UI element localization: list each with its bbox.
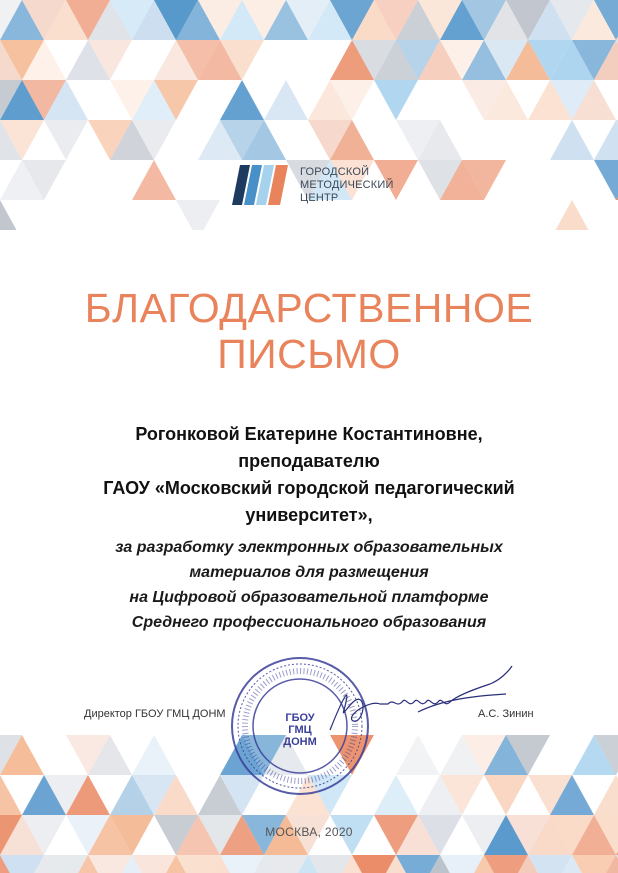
reason-block: [20, 535, 598, 635]
pattern-triangle: [594, 160, 618, 200]
pattern-triangle: [176, 200, 220, 230]
reason-line-2: материалов для размещения: [189, 564, 429, 581]
letter-title: [0, 285, 618, 377]
logo-line-2: МЕТОДИЧЕСКИЙ: [300, 179, 394, 191]
pattern-triangle: [0, 200, 22, 230]
city-year: МОСКВА, 2020: [265, 825, 353, 839]
logo-line-3: ЦЕНТР: [300, 192, 339, 204]
reason-line-1: за разработку электронных образовательных: [115, 539, 503, 556]
handwritten-signature: [322, 660, 522, 740]
recipient-position: преподавателю: [238, 451, 380, 471]
pattern-triangle: [220, 80, 264, 120]
title-line-2: ПИСЬМО: [217, 331, 401, 377]
pattern-triangle: [374, 80, 418, 120]
stamp-line-1: ГБОУ: [285, 712, 315, 724]
pattern-triangle: [0, 775, 22, 815]
stamp-line-2: ГМЦ: [288, 724, 312, 736]
pattern-triangle: [594, 775, 618, 815]
gmc-logo-icon: [232, 165, 288, 205]
pattern-triangle: [132, 735, 176, 775]
recipient-organization-end: университет»,: [245, 505, 373, 525]
signer-name: А.С. Зинин: [478, 708, 534, 720]
logo-text: [300, 166, 394, 205]
reason-line-3: на Цифровой образовательной платформе: [129, 589, 489, 606]
stamp-line-3: ДОНМ: [283, 736, 317, 748]
recipient-organization: ГАОУ «Московский городской педагогический: [103, 478, 515, 498]
pattern-triangle: [44, 120, 88, 160]
pattern-triangle: [132, 160, 176, 200]
recipient-name: Рогонковой Екатерине Костантиновне,: [135, 424, 483, 444]
pattern-triangle: [484, 775, 528, 815]
reason-line-4: Среднего профессионального образования: [131, 614, 487, 631]
pattern-triangle: [396, 735, 440, 775]
logo-line-1: ГОРОДСКОЙ: [300, 166, 370, 178]
pattern-triangle: [374, 775, 418, 815]
pattern-triangle: [550, 200, 594, 230]
pattern-triangle: [550, 120, 594, 160]
signer-title: Директор ГБОУ ГМЦ ДОНМ: [84, 708, 226, 720]
recipient-block: [20, 421, 598, 529]
pattern-triangle: [264, 80, 308, 120]
title-line-1: БЛАГОДАРСТВЕННОЕ: [84, 285, 534, 331]
pattern-triangle: [594, 120, 618, 160]
